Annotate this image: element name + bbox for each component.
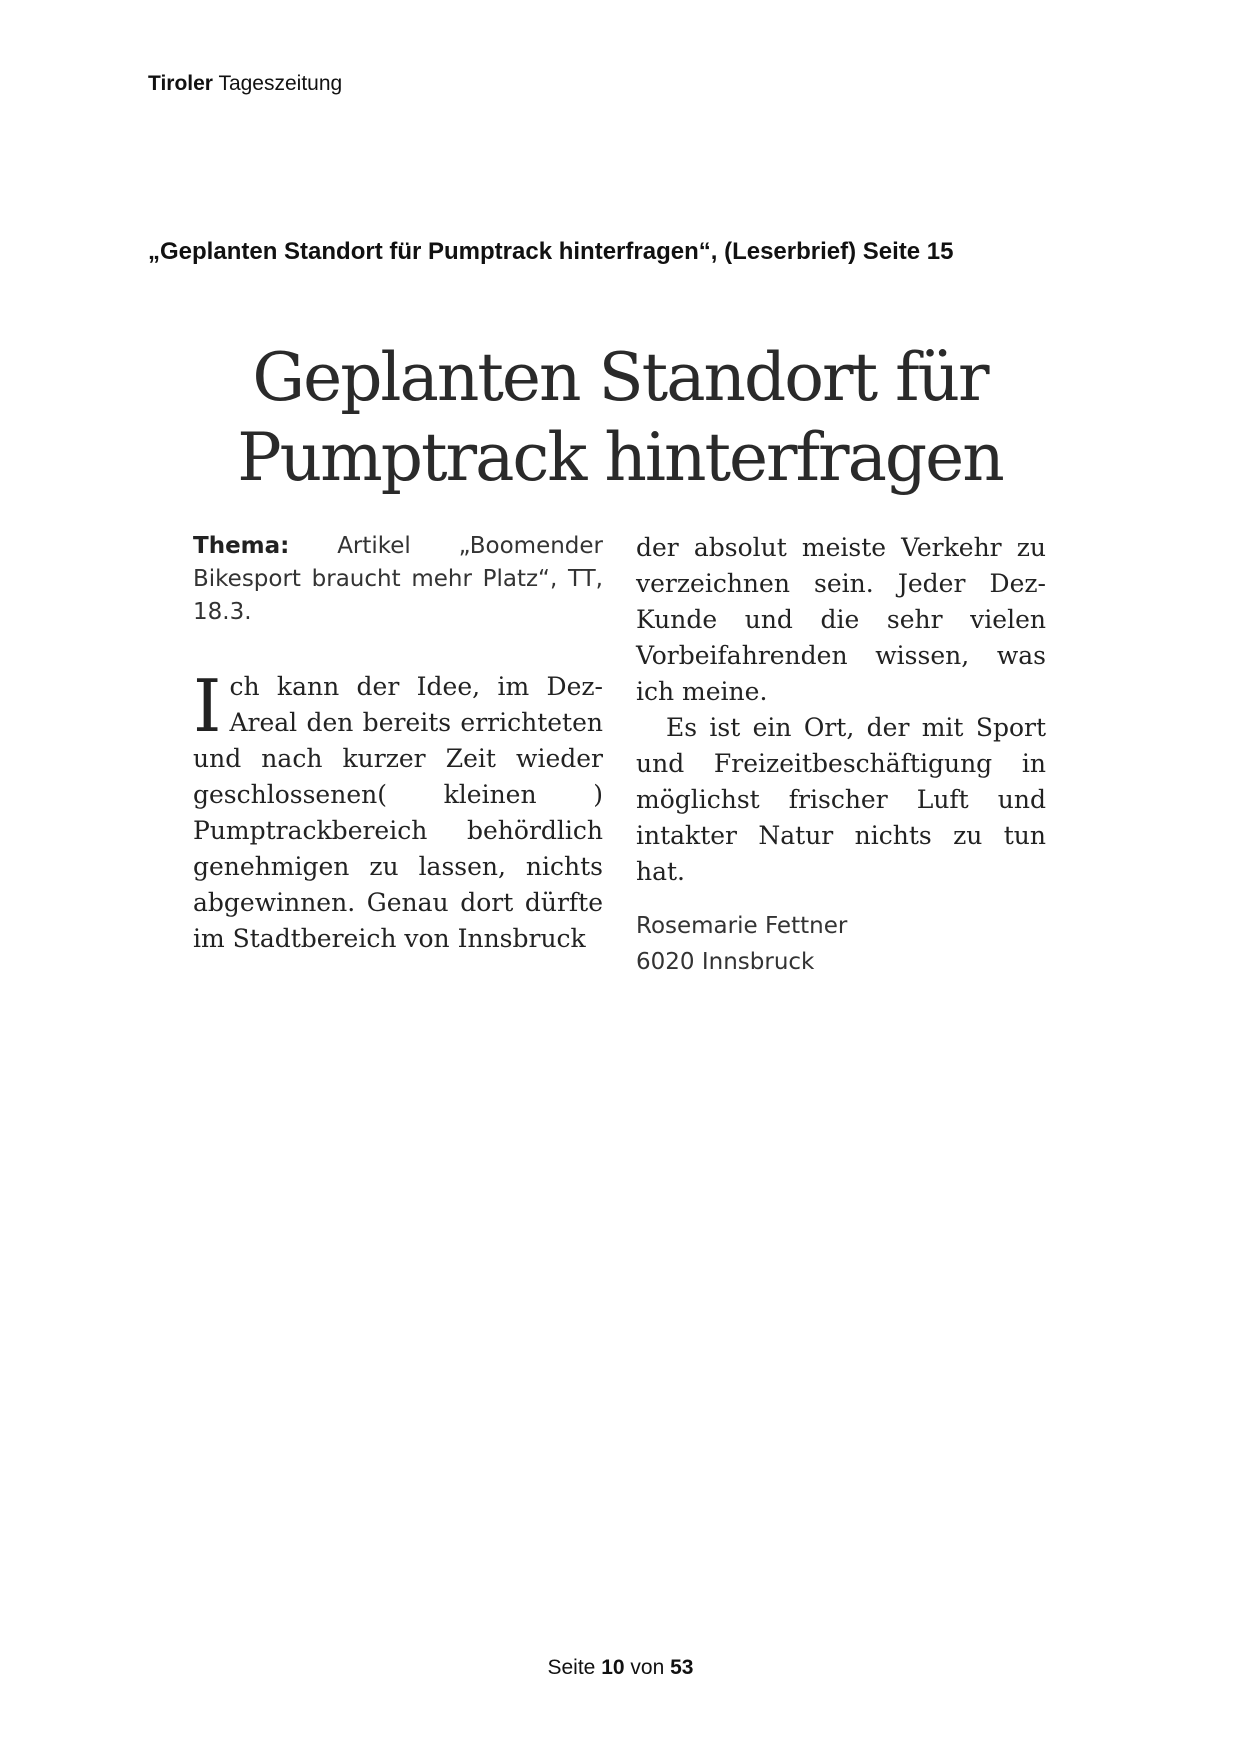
headline-line-1: Geplanten Standort für (252, 339, 988, 416)
total-page-count: 53 (670, 1656, 694, 1679)
drop-cap: I (193, 664, 222, 748)
footer-prefix: Seite (547, 1656, 596, 1679)
page-footer (0, 1656, 1241, 1680)
current-page-number: 10 (601, 1656, 625, 1679)
article-body (193, 664, 603, 957)
paragraph-1: ch kann der Idee, im Dez-Areal den bereits errichteten und nach kurzer Zeit wieder geschlossenen( kleinen ) Pumptrackbereich behördlich genehmigen zu lassen, nichts abgewinnen. Genau dort dürfte im Stadtbereich von Innsbruck (193, 672, 603, 953)
publication-name-rest: Tageszeitung (218, 72, 343, 95)
author-location: 6020 Innsbruck (636, 949, 815, 975)
paragraph-2: Es ist ein Ort, der mit Sport und Freizeitbeschäftigung in möglichst frischer Luft und intakter Natur nichts zu tun hat. (636, 713, 1046, 886)
topic-text: Artikel „Boomender Bikesport braucht mehr Platz“, TT, 18.3. (193, 533, 604, 625)
headline-line-2: Pumptrack hinterfragen (237, 419, 1003, 496)
article-headline (190, 338, 1050, 498)
publication-name-bold: Tiroler (148, 72, 213, 95)
article-body-continued: der absolut meiste Verkehr zu verzeichnen sein. Jeder Dez-Kunde und die sehr vielen Vorbeifahrenden wissen, was ich meine. (636, 533, 1046, 706)
article-column-right (636, 530, 1046, 980)
reference-title: „Geplanten Standort für Pumptrack hinterfragen“, (Leserbrief) Seite 15 (148, 238, 954, 265)
author-name: Rosemarie Fettner (636, 913, 848, 939)
article-topic (193, 530, 603, 629)
letter-signature (636, 908, 1046, 980)
publication-header (148, 72, 342, 96)
newspaper-clipping (190, 330, 1050, 975)
footer-separator: von (630, 1656, 665, 1679)
article-column-left (193, 530, 603, 957)
topic-label: Thema: (193, 533, 290, 559)
